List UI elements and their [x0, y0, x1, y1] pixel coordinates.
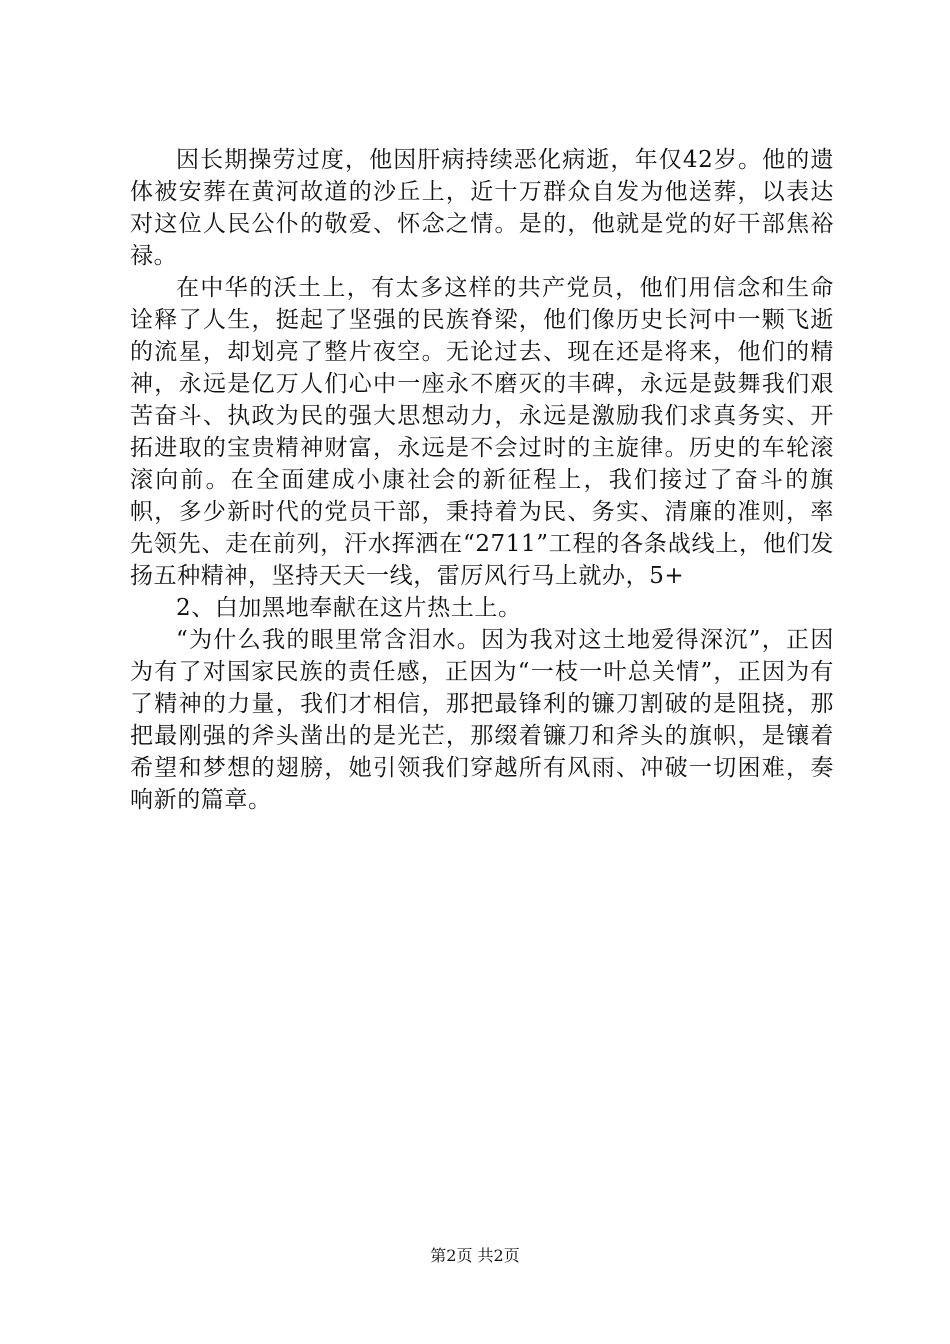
- paragraph-flag: “为什么我的眼里常含泪水。因为我对这土地爱得深沉”，正因为有了对国家民族的责任感，正因为“一枝一叶总关情”，正因为有了精神的力量，我们才相信，那把最锋利的镰刀割破的是阻挠，那把最刚强的斧头凿出的是光芒，那缀着镰刀和斧头的旗帜，是镶着希望和梦想的翅膀，她引领我们穿越所有风雨、冲破一切困难，奏响新的篇章。: [130, 627, 834, 813]
- paragraph-dedication: 2、白加黑地奉献在这片热土上。: [176, 595, 522, 621]
- paragraph-jiao-yulu: 因长期操劳过度，他因肝病持续恶化病逝，年仅42岁。他的遗体被安葬在黄河故道的沙丘上，近十万群众自发为他送葬，以表达对这位人民公仆的敬爱、怀念之情。是的，他就是党的好干部焦裕禄。: [130, 147, 834, 269]
- paragraph-party-members: 在中华的沃土上，有太多这样的共产党员，他们用信念和生命诠释了人生，挺起了坚强的民族脊梁，他们像历史长河中一颗飞逝的流星，却划亮了整片夜空。无论过去、现在还是将来，他们的精神，永远是亿万人们心中一座永不磨灭的丰碑，永远是鼓舞我们艰苦奋斗、执政为民的强大思想动力，永远是激励我们求真务实、开拓进取的宝贵精神财富，永远是不会过时的主旋律。历史的车轮滚滚向前。在全面建成小康社会的新征程上，我们接过了奋斗的旗帜，多少新时代的党员干部，秉持着为民、务实、清廉的准则，率先领先、走在前列，汗水挥洒在“2711”工程的各条战线上，他们发扬五种精神，坚持天天一线，雷厉风行马上就办，5+: [130, 275, 834, 589]
- page-footer: 第2页 共2页: [430, 1246, 520, 1265]
- body-text: [130, 144, 834, 816]
